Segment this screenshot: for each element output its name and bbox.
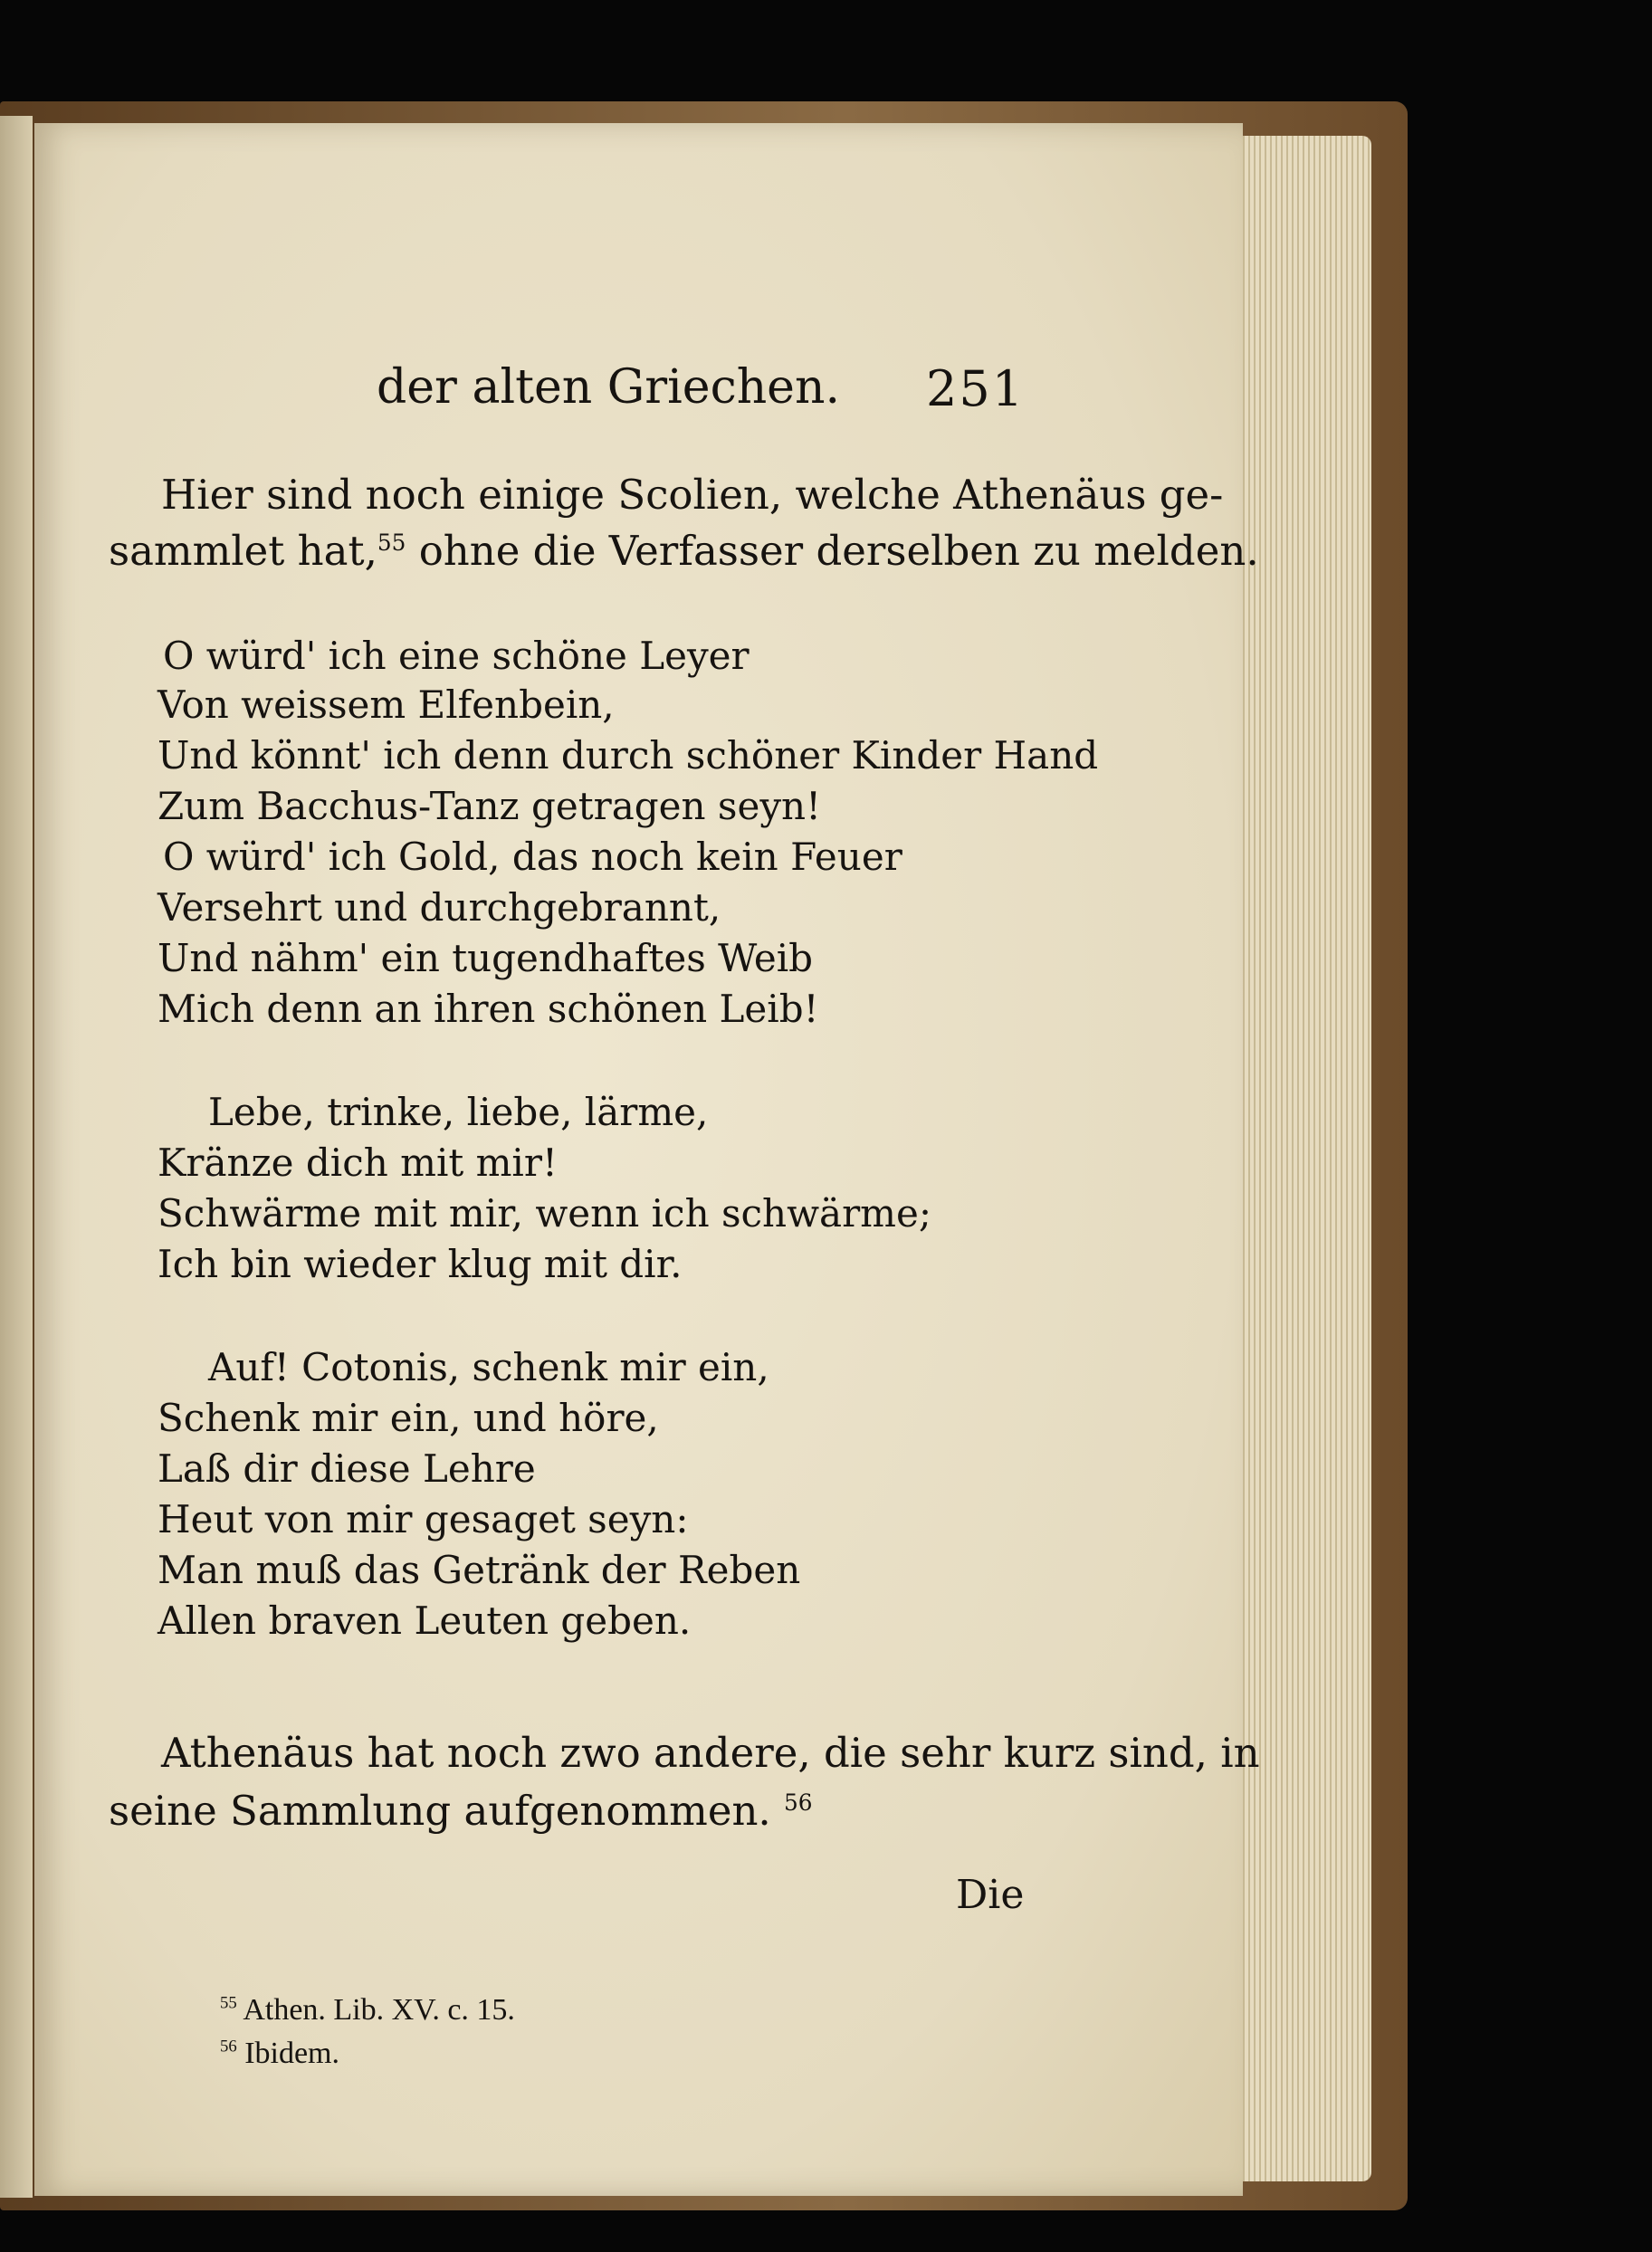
verse-line: O würd' ich eine schöne Leyer	[163, 634, 750, 678]
verse-line: Lebe, trinke, liebe, lärme,	[208, 1090, 709, 1134]
verse-line: Von weissem Elfenbein,	[158, 682, 615, 727]
footnote-ref-56: 56	[784, 1789, 813, 1816]
verse-line: Man muß das Getränk der Reben	[158, 1548, 801, 1592]
verse-line: O würd' ich Gold, das noch kein Feuer	[163, 835, 902, 879]
verse-line: Heut von mir gesaget seyn:	[158, 1497, 689, 1541]
running-header: der alten Griechen.	[377, 360, 840, 415]
verse-line: Ich bin wieder klug mit dir.	[158, 1242, 683, 1286]
outro-line-2: seine Sammlung aufgenommen. $^{56}$	[109, 1787, 813, 1835]
footnote-55: $^{55}$ Athen. Lib. XV. c. 15.	[220, 1993, 515, 2027]
verse-line: Zum Bacchus-Tanz getragen seyn!	[158, 784, 821, 828]
verse-line: Allen braven Leuten geben.	[158, 1598, 692, 1643]
book-page	[34, 123, 1260, 2196]
verse-line: Versehrt und durchgebrannt,	[158, 885, 721, 930]
verse-line: Schwärme mit mir, wenn ich schwärme;	[158, 1191, 931, 1236]
page-number: 251	[926, 360, 1026, 417]
verse-line: Schenk mir ein, und höre,	[158, 1396, 659, 1440]
verse-line: Laß dir diese Lehre	[158, 1446, 536, 1491]
facing-page-edge	[0, 116, 33, 2198]
intro-line-2: sammlet hat,$^{55}$ ohne die Verfasser derselben zu melden.	[109, 527, 1259, 575]
verse-line: Und könnt' ich denn durch schöner Kinder Hand	[158, 733, 1099, 778]
outro-line-1: Athenäus hat noch zwo andere, die sehr kurz sind, in	[161, 1729, 1260, 1777]
verse-line: Mich denn an ihren schönen Leib!	[158, 987, 819, 1031]
intro-line-1: Hier sind noch einige Scolien, welche Athenäus ge-	[161, 471, 1224, 519]
verse-line: Auf! Cotonis, schenk mir ein,	[208, 1345, 769, 1389]
verse-line: Kränze dich mit mir!	[158, 1140, 558, 1185]
verse-line: Und nähm' ein tugendhaftes Weib	[158, 936, 814, 980]
catchword: Die	[956, 1872, 1025, 1918]
footnote-ref-55: 55	[377, 530, 406, 556]
footnote-56: $^{56}$ Ibidem.	[220, 2037, 339, 2070]
